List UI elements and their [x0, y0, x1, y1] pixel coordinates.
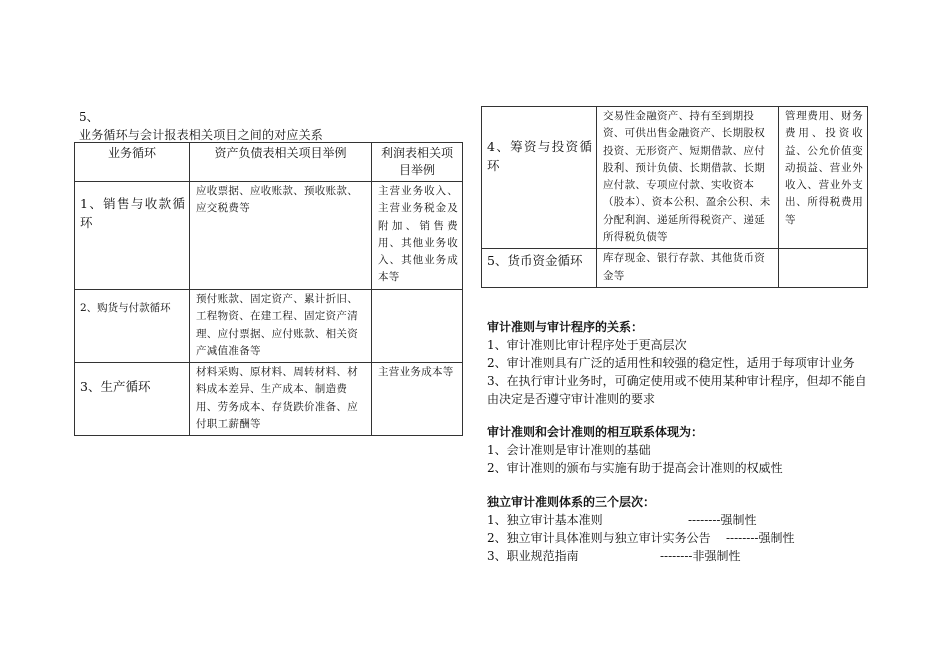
- header-income-statement: 利润表相关项目举例: [372, 143, 463, 182]
- header-cycle: 业务循环: [75, 143, 190, 182]
- balance-items-cell: 库存现金、银行存款、其他货币资金等: [597, 249, 779, 288]
- cycle-cell: 1、销售与收款循环: [75, 182, 190, 290]
- income-items-cell: [779, 249, 868, 288]
- cycle-cell: 5、货币资金循环: [482, 249, 597, 288]
- section-line: 3、在执行审计业务时，可确定使用或不使用某种审计程序，但却不能自: [487, 374, 867, 388]
- level-name: 2、独立审计具体准则与独立审计实务公告: [487, 531, 711, 545]
- income-items-cell: 管理费用、财务费用、投资收益、公允价值变动损益、营业外收入、营业外支出、所得税费用等: [779, 107, 868, 249]
- section-line: 2、审计准则的颁布与实施有助于提高会计准则的权威性: [487, 461, 783, 475]
- section-line: 1、审计准则比审计程序处于更高层次: [487, 338, 687, 352]
- cycle-cell: 3、生产循环: [75, 363, 190, 436]
- table-header-row: [75, 143, 463, 182]
- section-title: 独立审计准则体系的三个层次：: [487, 495, 656, 509]
- table-row: [75, 363, 463, 436]
- section-title: 审计准则和会计准则的相互联系体现为：: [487, 425, 704, 439]
- section-number: 5、: [79, 110, 99, 124]
- cycle-mapping-table: [74, 142, 463, 436]
- cycle-mapping-table-continued: [481, 106, 868, 288]
- section-line: 1、会计准则是审计准则的基础: [487, 443, 651, 457]
- table-row: [75, 182, 463, 290]
- balance-items-cell: 预付账款、固定资产、累计折旧、工程物资、在建工程、固定资产清理、应付票据、应付账款、相关资产减值准备等: [190, 290, 372, 363]
- table-row: [482, 107, 868, 249]
- table-row: [75, 290, 463, 363]
- section-line: 2、审计准则具有广泛的适用性和较强的稳定性，适用于每项审计业务: [487, 356, 855, 370]
- income-items-cell: [372, 290, 463, 363]
- level-name: 1、独立审计基本准则: [487, 513, 603, 527]
- balance-items-cell: 材料采购、原材料、周转材料、材料成本差异、生产成本、制造费用、劳务成本、存货跌价准备、应付职工薪酬等: [190, 363, 372, 436]
- income-items-cell: 主营业务收入、主营业务税金及附加、销售费用、其他业务收入、其他业务成本等: [372, 182, 463, 290]
- balance-items-cell: 应收票据、应收账款、预收账款、应交税费等: [190, 182, 372, 290]
- header-balance-sheet: 资产负债表相关项目举例: [190, 143, 372, 182]
- level-tag: --------非强制性: [660, 549, 741, 563]
- cycle-cell: 2、购货与付款循环: [75, 290, 190, 363]
- level-tag: --------强制性: [726, 531, 795, 545]
- cycle-cell: 4、筹资与投资循环: [482, 107, 597, 249]
- balance-items-cell: 交易性金融资产、持有至到期投资、可供出售金融资产、长期股权投资、无形资产、短期借款、应付股利、预计负债、长期借款、长期应付款、专项应付款、实收资本（股本）、资本公积、盈余公积、未分配利润、递延所得税资产、递延所得税负债等: [597, 107, 779, 249]
- section-line: 由决定是否遵守审计准则的要求: [487, 392, 656, 406]
- table-caption: 业务循环与会计报表相关项目之间的对应关系: [79, 128, 324, 142]
- section-title: 审计准则与审计程序的关系：: [487, 320, 644, 334]
- level-tag: --------强制性: [688, 513, 757, 527]
- level-name: 3、职业规范指南: [487, 549, 579, 563]
- table-row: [482, 249, 868, 288]
- income-items-cell: 主营业务成本等: [372, 363, 463, 436]
